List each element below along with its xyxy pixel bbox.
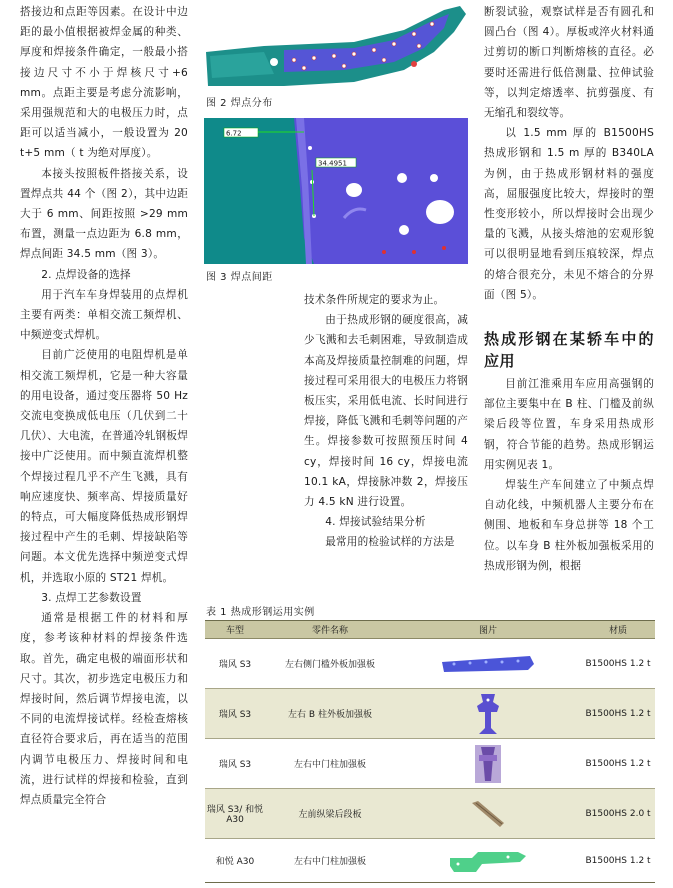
paragraph: 目前江淮乘用车应用高强钢的部位主要集中在 B 柱、门槛及前纵梁后段等位置，车身采用热成形钢，符合节能的趋势。热成形钢运用实例见表 1。 <box>484 378 654 471</box>
paragraph: 目前广泛使用的电阻焊机是单相交流工频焊机，它是一种大容量的用电设备，通过变压器将 50 Hz 交流电变换成低电压（几伏到二十几伏）、大电流，在普通冷轧钢板焊接中广泛使用。而中频直流焊机整个焊接过程几乎不产生飞溅，具有响应速度快、频率高、焊接质量好的特点，可大幅度降低热成形钢焊接过程中产生的毛刺、焊接缺陷等问题。本文优先选择中频逆变式焊机，并选取小原的 ST21 焊机。 <box>20 349 188 584</box>
b-pillar-reinforcement-image <box>473 692 503 736</box>
paragraph: 最常用的检验试样的方法是 <box>325 536 455 549</box>
table-hot-formed-steel <box>205 620 655 883</box>
section-subheading: 4. 焊接试验结果分析 <box>325 516 426 529</box>
paragraph: 由于热成形钢的硬度很高，减少飞溅和去毛刺困难，导致制造成本高及焊接质量控制难的问题，焊接过程可采用很大的电极压力将钢板压实，采用低电流、长时间进行焊接，降低飞溅和毛刺等问题的产生。焊接参数可按照预压时间 4 cy，焊接时间 16 cy，焊接电流 10.1 kA，焊接脉冲数 2，焊接压力 4.5 kN 进行设置。 <box>304 314 468 509</box>
table-row <box>205 789 655 839</box>
cell-model: 瑞风 S3 <box>205 689 265 739</box>
table-row <box>205 639 655 689</box>
cell-image <box>395 839 581 883</box>
paragraph: 焊装生产车间建立了中频点焊自动化线，中频机器人主要分布在侧围、地板和车身总拼等 18 个工位。以车身 B 柱外板加强板采用的热成形钢为例，根据 <box>484 479 654 572</box>
cell-image <box>395 789 581 839</box>
section-heading: 热成形钢在某轿车中的应用 <box>484 330 654 370</box>
cell-part: 左右 B 柱外板加强板 <box>265 689 395 739</box>
figure-3-weld-spacing <box>204 118 468 264</box>
pitch-label: 34.4951 <box>318 159 347 168</box>
edge-distance-label: 6.72 <box>226 129 242 138</box>
cell-model: 和悦 A30 <box>205 839 265 883</box>
middle-column <box>304 290 468 553</box>
section-subheading: 2. 点焊设备的选择 <box>41 268 131 281</box>
column-header: 图片 <box>395 621 581 639</box>
right-column-top <box>484 2 654 305</box>
table-row <box>205 839 655 883</box>
figure-3-caption: 图 3 焊点间距 <box>206 272 273 283</box>
figure-2-caption: 图 2 焊点分布 <box>206 98 273 109</box>
cell-material: B1500HS 1.2 t <box>581 689 655 739</box>
paragraph: 搭接边和点距等因素。在设计中边距的最小值根据被焊金属的种类、厚度和焊接条件确定，一般最小搭接边尺寸不小于焊核尺寸+6 mm。点距主要是考虑分流影响，采用强规范和大的电极压力时，点距可以适当减小，一般设置为 20 t+5 mm（ t 为绝对厚度）。 <box>20 6 188 160</box>
weld-distribution-image <box>204 4 468 90</box>
table-row <box>205 689 655 739</box>
section-subheading: 3. 点焊工艺参数设置 <box>41 591 142 604</box>
left-column <box>20 2 188 810</box>
right-column-lower <box>484 374 654 576</box>
column-header: 车型 <box>205 621 265 639</box>
column-header: 材质 <box>581 621 655 639</box>
figure-2-weld-distribution <box>204 4 468 90</box>
cell-part: 左右中门柱加强板 <box>265 839 395 883</box>
paragraph: 本接头按照板件搭接关系，设置焊点共 44 个（图 2），其中边距大于 6 mm、间距按照 >29 mm 布置，测量一点边距为 6.8 mm，焊点间距 34.5 mm（图 3）。 <box>20 167 188 261</box>
table-row <box>205 739 655 789</box>
cell-model: 瑞风 S3 <box>205 739 265 789</box>
paragraph: 通常是根据工件的材料和厚度，参考该种材料的焊接条件选取。首先，确定电极的端面形状和尺寸。其次，初步选定电极压力和焊接时间，然后调节焊接电流，以不同的电流焊接试样。经检查熔核直径符合要求后，再在适当的范围内调节电极压力、焊接时间和电流，进行试样的焊接和检验，直到焊点质量完全符合 <box>20 612 188 806</box>
paragraph: 用于汽车车身焊装用的点焊机主要有两类：单相交流工频焊机、中频逆变式焊机。 <box>20 288 188 342</box>
paragraph: 以 1.5 mm 厚的 B1500HS 热成形钢和 1.5 m 厚的 B340LA 为例，由于热成形钢材料的强度高，屈服强度比较大，焊接时的塑性变形较小，所以焊接时会出现少量的飞溅，从接头熔池的宏观形貌可以很明显地看到压痕较深，焊点的熔合很充分，未见不熔合的分界面（图 5）。 <box>484 127 654 301</box>
cell-part: 左右中门柱加强板 <box>265 739 395 789</box>
cell-material: B1500HS 1.2 t <box>581 839 655 883</box>
cell-part: 左右侧门槛外板加强板 <box>265 639 395 689</box>
table-header-row <box>205 621 655 639</box>
sill-reinforcement-image <box>440 654 536 674</box>
center-pillar-image <box>473 743 503 785</box>
cell-image <box>395 639 581 689</box>
cell-part: 左前纵梁后段板 <box>265 789 395 839</box>
front-rail-image <box>468 799 508 829</box>
paragraph: 断裂试验，观察试样是否有圆孔和圆凸台（图 4）。厚板或淬火材料通过剪切的断口判断熔核的直径。必要时还需进行低倍测量、拉伸试验等，以判定熔透率、抗剪强度、有无缩孔和裂纹等。 <box>484 6 654 120</box>
weld-spacing-image <box>204 118 468 264</box>
paragraph: 技术条件所规定的要求为止。 <box>304 294 445 306</box>
table-caption: 表 1 热成形钢运用实例 <box>206 607 315 618</box>
cell-material: B1500HS 1.2 t <box>581 739 655 789</box>
column-header: 零件名称 <box>265 621 395 639</box>
cell-model: 瑞风 S3 <box>205 639 265 689</box>
section-heading-block <box>484 326 654 380</box>
center-pillar-green-image <box>448 848 528 874</box>
cell-material: B1500HS 2.0 t <box>581 789 655 839</box>
cell-image <box>395 739 581 789</box>
cell-material: B1500HS 1.2 t <box>581 639 655 689</box>
cell-image <box>395 689 581 739</box>
cell-model: 瑞风 S3/ 和悦 A30 <box>205 789 265 839</box>
